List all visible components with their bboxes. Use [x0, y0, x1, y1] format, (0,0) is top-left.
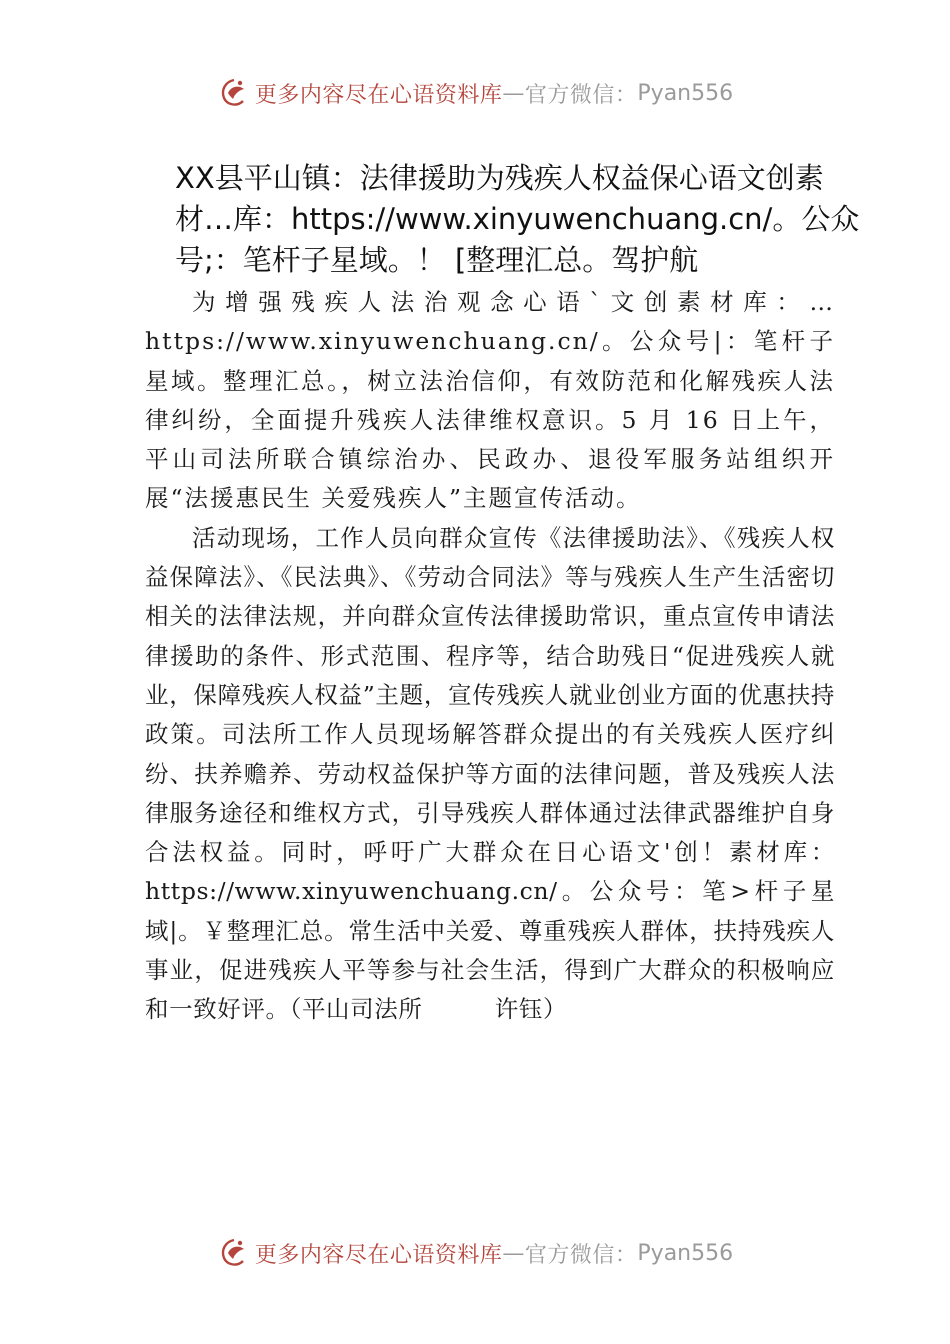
banner-brand: 更多内容尽在心语资料库	[254, 82, 503, 108]
banner-wechat-label: 官方微信：	[524, 82, 638, 108]
document-title: XX县平山镇：法律援助为残疾人权益保心语文创素材…库：https://www.xinyuwenchuang.cn/。公众号;：笔杆子星域。！ [整理汇总。驾护航	[175, 161, 860, 277]
paragraph-1: 为增强残疾人法治观念心语`文创素材库：…https://www.xinyuwenchuang.cn/。公众号|：笔杆子星域。整理汇总。，树立法治信仰，有效防范和化解残疾人法律纠纷，全面提升残疾人法律维权意识。5 月 16 日上午，平山司法所联合镇综治办、民政办、退役军服务站组织开展“法援惠民生 关爱残疾人”主题宣传活动。	[145, 288, 835, 513]
banner-separator: —	[502, 1240, 525, 1266]
leaf-swirl-icon	[217, 76, 251, 110]
footer-banner	[0, 1230, 950, 1276]
banner-wechat-label: 官方微信：	[524, 1242, 638, 1268]
paragraph-2: 活动现场，工作人员向群众宣传《法律援助法》、《残疾人权益保障法》、《民法典》、《劳动合同法》等与残疾人生产生活密切相关的法律法规，并向群众宣传法律援助常识，重点宣传申请法律援助的条件、形式范围、程序等，结合助残日“促进残疾人就业，保障残疾人权益”主题，宣传残疾人就业创业方面的优惠扶持政策。司法所工作人员现场解答群众提出的有关残疾人医疗纠纷、扶养赡养、劳动权益保护等方面的法律问题，普及残疾人法律服务途径和维权方式，引导残疾人群体通过法律武器维护自身合法权益。同时，呼吁广大群众在日心语文'创！素材库：https://www.xinyuwenchuang.cn/。公众号：笔>杆子星域|。￥整理汇总。常生活中关爱、尊重残疾人群体，扶持残疾人事业，促进残疾人平等参与社会生活，得到广大群众的积极响应和一致好评。（平山司法所 许钰）	[145, 523, 835, 1024]
leaf-swirl-icon	[217, 1236, 251, 1270]
banner-separator: —	[502, 80, 525, 106]
document-body	[145, 283, 835, 1030]
banner-wechat-id: Pyan556	[637, 1240, 734, 1266]
header-banner	[0, 70, 950, 116]
banner-brand: 更多内容尽在心语资料库	[254, 1242, 503, 1268]
banner-wechat-id: Pyan556	[637, 80, 734, 106]
